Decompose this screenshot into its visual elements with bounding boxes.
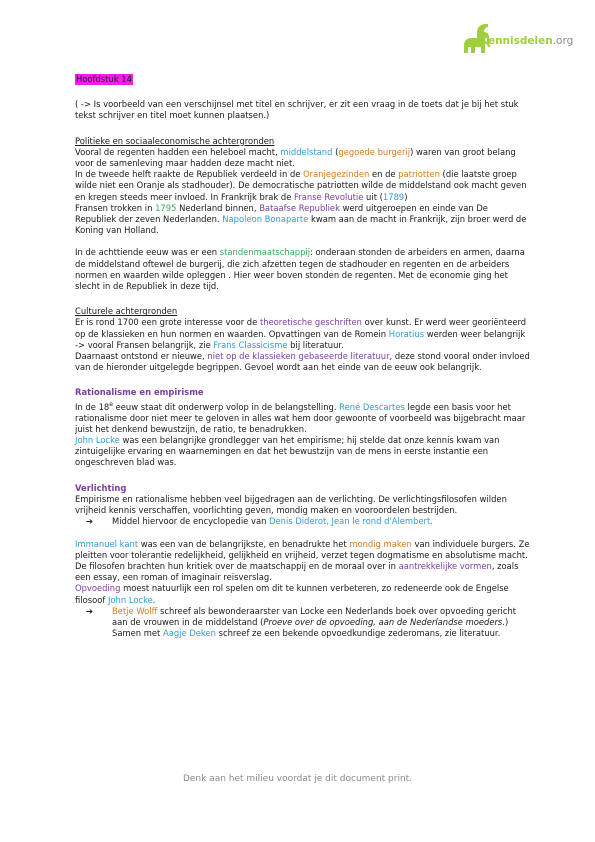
text-run: over kunst. Er werd weer georiënteerd op de klassieken en hun normen en waarden. Opvattingen van de Romein — [75, 317, 527, 339]
text-run: René Descartes — [339, 401, 405, 412]
text-run: niet op de klassieken gebaseerde literatuur — [207, 351, 390, 362]
text-run: Immanuel kant — [75, 538, 139, 549]
text-run: Vooral de regenten hadden een heleboel macht, — [75, 146, 281, 157]
text-run: was een belangrijke grondlegger van het empirisme; hij stelde dat onze kennis kwam van zintuigelijke ervaring en waarnemingen en dat het bewustzijn van de mens in eerste instantie een ongeschreven blad was. — [75, 435, 500, 468]
text-run: schreef als bewonderaarster van Locke een Nederlands boek over opvoeding gericht aan de vrouwen in de middelstand ( — [112, 605, 517, 627]
paragraph-cultureel — [75, 317, 530, 373]
text-run: ( — [332, 146, 339, 157]
text-run: werd uitgeroepen en einde van De Republiek der zeven Nederlanden. — [75, 202, 488, 225]
arrow-bullet-icon: ➔ — [86, 516, 94, 527]
text-run: Opvoeding — [75, 583, 121, 594]
text-run: bij literatuur. — [287, 339, 344, 350]
section-heading-verlichting: Verlichting — [75, 482, 127, 493]
text-run: .) Samen met — [112, 616, 509, 639]
text-run: Empirisme en rationalisme hebben veel bijgedragen aan de verlichting. De verlichtingsfilosofen wilden vrijheid kennis verschaffen, voorlichting geven, mondig maken en vooroordelen bestrijden. — [75, 493, 507, 516]
text-run: moest natuurlijk een rol spelen om dit te kunnen verbeteren, zo redeneerde ook de Engelse filosoof — [75, 583, 509, 605]
paragraph-verlichting-2 — [75, 539, 530, 606]
text-run: Frans Classicisme — [213, 339, 288, 350]
text-run: 1795 — [155, 202, 177, 213]
text-run: was een van de belangrijkste, en benadrukte het — [138, 538, 350, 549]
text-run: en de — [369, 169, 399, 180]
paragraph-politiek-1 — [75, 147, 530, 237]
paragraph-verlichting-1 — [75, 494, 530, 516]
text-run: Middel hiervoor de encyclopedie van — [112, 516, 270, 527]
text-run: Franse Revolutie — [294, 191, 364, 202]
paragraph-rationalisme — [75, 399, 530, 469]
text-run: Horatius — [388, 328, 425, 339]
text-run: gegoede burgerij — [338, 146, 411, 157]
text-run: werden weer belangrijk -> vooral Fransen belangrijk, zie — [75, 328, 526, 350]
text-run: eeuw staat dit onderwerp volop in de belangstelling. — [112, 401, 340, 412]
section-heading-rationalisme: Rationalisme en empirisme — [75, 387, 204, 398]
text-run: Napoleon Bonaparte — [222, 214, 309, 225]
kennisdelen-logo — [456, 18, 586, 60]
text-run: Aagje Deken — [163, 628, 216, 639]
bullet-betje-wolff — [75, 606, 530, 640]
text-run: Oranjegezinden — [303, 169, 370, 180]
intro-text: ( -> Is voorbeeld van een verschijnsel met titel en schrijver, er zit een vraag in de toets dat je bij het stuk tekst schrijver en titel moet kunnen plaatsen.) — [75, 99, 519, 121]
document-content — [75, 74, 530, 639]
text-run: Proeve over de opvoeding, aan de Nederlandse moeders — [263, 616, 503, 627]
text-run: e — [109, 400, 113, 408]
text-run: van individuele burgers. Ze pleitten voor tolerantie redelijkheid, gelijkheid en vrijheid, verzet tegen dogmatisme en absolutisme macht. De filosofen brachten hun kritiek over de maatschappij en de moraal over in — [75, 538, 530, 571]
text-run: Bataafse Republiek — [259, 202, 340, 213]
text-run: standenmaatschappij — [219, 247, 311, 258]
bullet-encyclopedie — [75, 516, 530, 527]
text-run: middelstand — [280, 146, 333, 157]
paragraph-politiek-2 — [75, 247, 530, 292]
bullet-betje-wolff-text — [112, 606, 516, 638]
text-run: patriotten — [398, 169, 440, 180]
text-run: uit ( — [363, 191, 383, 202]
text-run: , zoals een essay, een roman of imaginair reisverslag. — [75, 560, 519, 583]
text-run: Daarnaast ontstond er nieuwe, — [75, 351, 208, 362]
text-run: ) — [404, 191, 408, 202]
text-run: Fransen trokken in — [75, 202, 156, 213]
text-run: 1789 — [382, 191, 405, 202]
text-run: schreef ze een bekende opvoedkundige zederomans, zie literatuur. — [215, 628, 501, 639]
text-run: John Locke — [107, 594, 153, 605]
text-run: John Locke — [75, 435, 120, 446]
text-run: In de 18 — [75, 401, 110, 412]
text-run: legde een basis voor het rationalisme door niet meer te geloven in alles wat hem door gewoonte of voorbeeld was bijgebracht maar juist het denkend bewustzijn, de ratio, te benadrukken. — [75, 401, 526, 434]
text-run: ) waren van groot belang voor de samenleving maar hadden deze macht niet. — [75, 146, 516, 169]
text-run: kwam aan de macht in Frankrijk, zijn broer werd de Koning van Holland. — [75, 214, 527, 236]
section-heading-cultureel: Culturele achtergronden — [75, 306, 178, 317]
text-run: aantrekkelijke vormen — [398, 560, 492, 571]
text-run: Er is rond 1700 een grote interesse voor de — [75, 317, 260, 328]
text-run: Nederland binnen, — [176, 202, 260, 213]
text-run: In de tweede helft raakte de Republiek verdeeld in de — [75, 169, 304, 180]
bullet-encyclopedie-text — [112, 516, 433, 526]
footer-note: Denk aan het milieu voordat je dit document print. — [182, 774, 413, 784]
text-run: In de achttiende eeuw was er een — [75, 247, 220, 258]
text-run: theoretische geschriften — [259, 317, 362, 328]
text-run: Betje Wolff — [112, 605, 158, 616]
logo-text: Kennisdelen.org — [480, 35, 574, 47]
arrow-bullet-icon: ➔ — [86, 605, 94, 616]
text-run: Denis Diderot, Jean le rond d'Alembert. — [269, 516, 433, 527]
chapter-title: Hoofdstuk 14 — [76, 74, 132, 84]
text-run: : onderaan stonden de arbeiders en armen, daarna de middelstand oftewel de burgerij, die zich afzetten tegen de stadhouder en regenten en de arbeiders normen en waarden wilde opleggen . Hier weer boven stonden de regenten. Met de economie ging het slecht in de Republiek in deze tijd. — [75, 247, 525, 292]
text-run: . — [152, 594, 156, 605]
section-heading-politiek: Politieke en sociaaleconomische achtergronden — [75, 135, 275, 146]
text-run: (die laatste groep wilde niet een Oranje als stadhouder). De democratische patriotten wilde de middelstand ook macht geven en kregen steeds meer invloed. In Frankrijk brak de — [75, 169, 527, 202]
text-run: , deze stond vooral onder invloed van de hieronder uitgelegde begrippen. Gevoel wordt aan het einde van de eeuw ook belangrijk. — [75, 351, 530, 373]
text-run: mondig maken — [349, 538, 412, 549]
